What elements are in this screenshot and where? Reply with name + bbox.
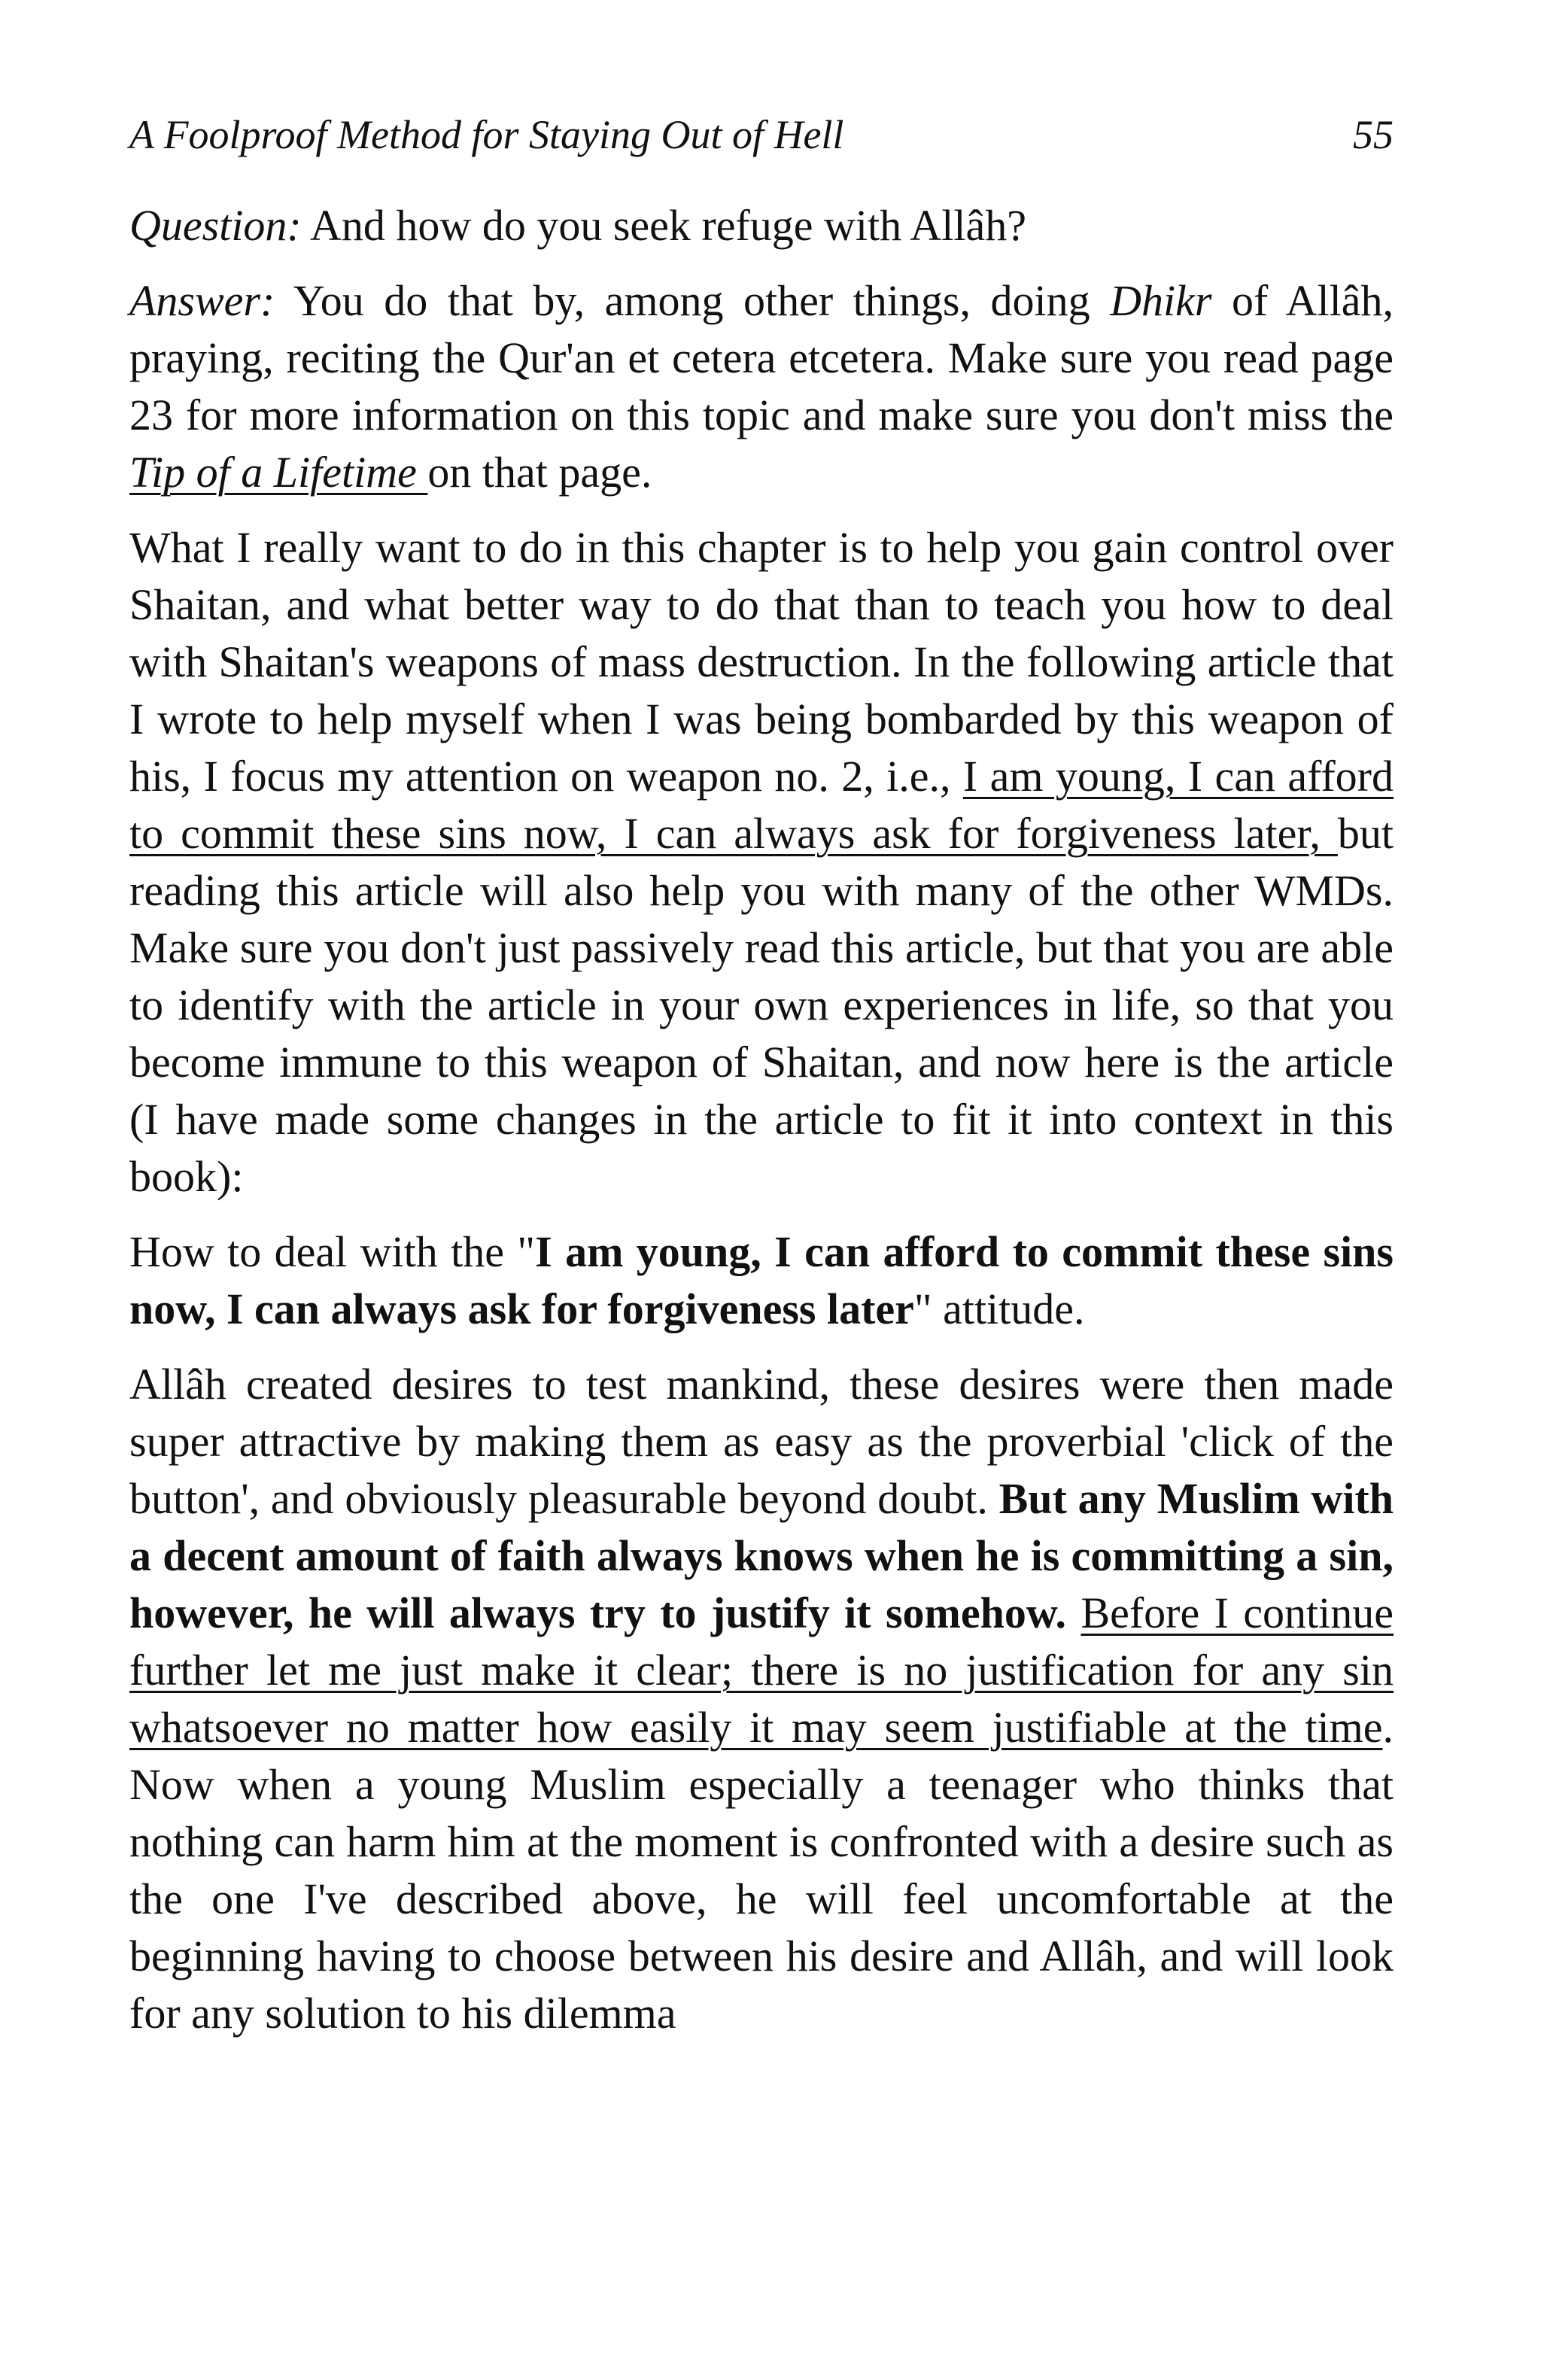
running-title: A Foolproof Method for Staying Out of Hell xyxy=(129,112,844,157)
article-title-text-2: " attitude. xyxy=(913,1284,1085,1333)
article-title-bold: I am young, I can afford to commit these sins now, I can always ask for forgiveness later xyxy=(129,1227,1394,1333)
article-bold-statement: But any Muslim with a decent amount of faith always knows when he is committing a sin, however, he will always try to justify it somehow. xyxy=(129,1474,1394,1637)
answer-text-1: You do that by, among other things, doing xyxy=(275,276,1111,325)
page-number: 55 xyxy=(1353,112,1394,157)
question-text: And how do you seek refuge with Allâh? xyxy=(301,201,1027,250)
weapon-two-quote: I am young, I can afford to commit these sins now, I can always ask for forgiveness later, xyxy=(129,752,1394,858)
tip-of-a-lifetime-reference: Tip of a Lifetime xyxy=(129,448,428,497)
article-text-2: . Now when a young Muslim especially a teenager who thinks that nothing can harm him at the moment is confronted with a desire such as the one I've described above, he will feel uncomfortable at the beginning having to choose between his desire and Allâh, and will look for any solution to his dilemma xyxy=(129,1703,1394,2038)
article-space xyxy=(1066,1588,1081,1637)
answer-paragraph xyxy=(129,272,1394,501)
running-header xyxy=(129,111,1394,164)
article-underlined-statement: Before I continue further let me just make it clear; there is no justification for any sin whatsoever no matter how easily it may seem justifiable at the time xyxy=(129,1588,1394,1752)
dhikr-term: Dhikr xyxy=(1110,276,1212,325)
article-title-text-1: How to deal with the " xyxy=(129,1227,536,1276)
article-body-paragraph xyxy=(129,1356,1394,2042)
body-text xyxy=(129,197,1394,2060)
question-label: Question: xyxy=(129,201,302,250)
intro-text-2: but reading this article will also help you with many of the other WMDs. Make sure you don't just passively read this article, but that you are able to identify with the article in your own experiences in life, so that you become immune to this weapon of Shaitan, and now here is the article (I have made some changes in the article to fit it into context in this book): xyxy=(129,809,1394,1201)
answer-text-2: of Allâh, praying, reciting the Qur'an et cetera etcetera. Make sure you read page 23 for more information on this topic and make sure you don't miss the xyxy=(129,276,1394,439)
answer-text-3: on that page. xyxy=(427,448,652,497)
article-text-1: Allâh created desires to test mankind, these desires were then made super attractive by making them as easy as the proverbial 'click of the button', and obviously pleasurable beyond doubt. xyxy=(129,1360,1394,1523)
answer-label: Answer: xyxy=(129,276,275,325)
chapter-intro-paragraph xyxy=(129,519,1394,1205)
article-title-paragraph xyxy=(129,1223,1394,1338)
intro-text-1: What I really want to do in this chapter is to help you gain control over Shaitan, and what better way to do that than to teach you how to deal with Shaitan's weapons of mass destruction. In the following article that I wrote to help myself when I was being bombarded by this weapon of his, I focus my attention on weapon no. 2, i.e., xyxy=(129,523,1394,801)
question-paragraph xyxy=(129,197,1394,254)
